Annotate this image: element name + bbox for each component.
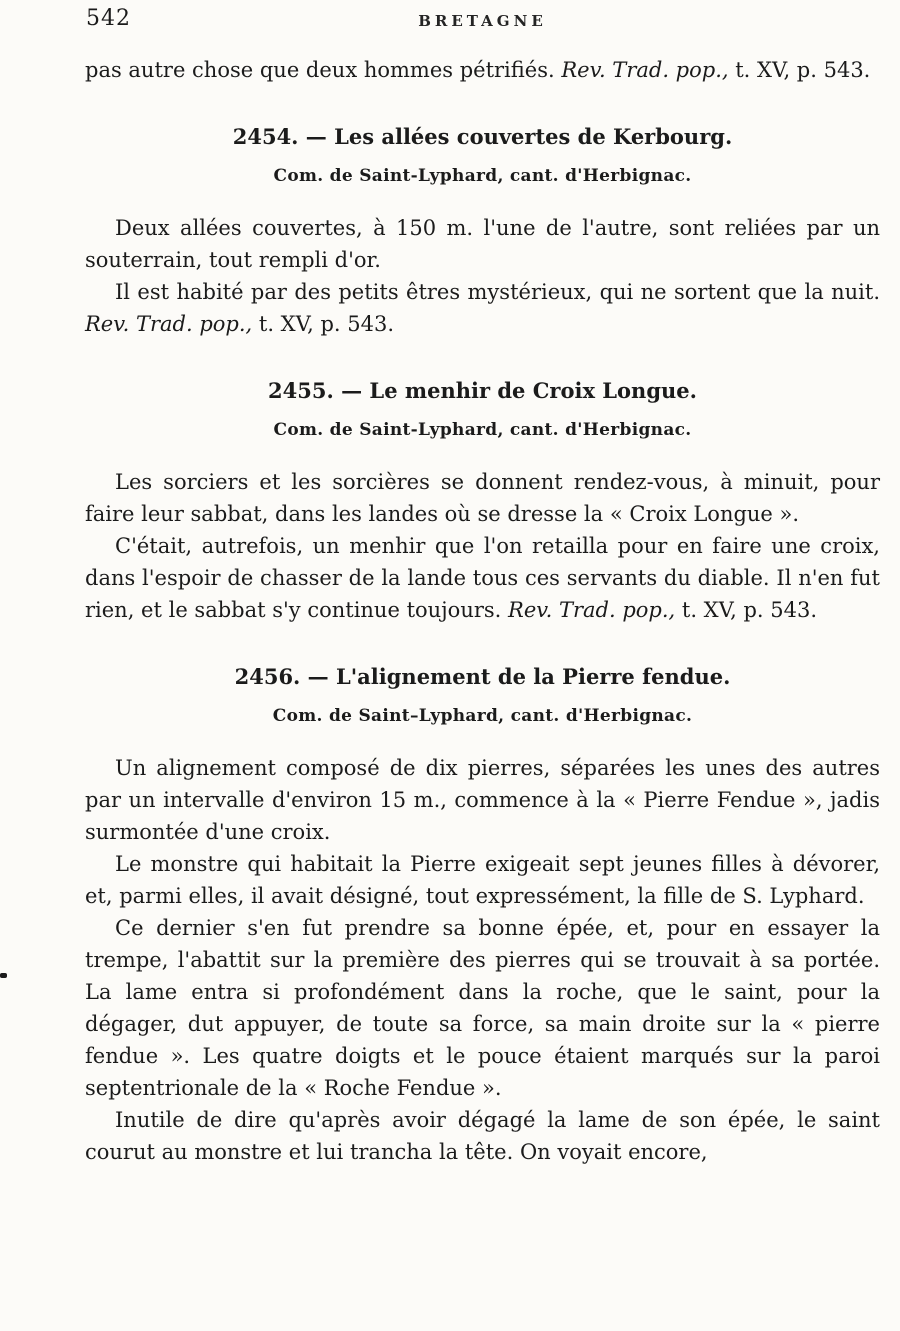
section-heading: 2454. — Les allées couvertes de Kerbourg. (232, 124, 733, 149)
page-number: 542 (86, 6, 131, 31)
intro-paragraph (85, 54, 880, 86)
paragraph-text: Inutile de dire qu'après avoir dégagé la lame de son épée, le saint courut au monstre et lui trancha la tête. On voyait encore, (85, 1108, 880, 1164)
section-subheading: Com. de Saint-Lyphard, cant. d'Herbignac. (273, 420, 692, 440)
paragraph (85, 276, 880, 340)
text-block (85, 54, 880, 1168)
paragraph (85, 466, 880, 530)
citation: Rev. Trad. pop., (85, 312, 253, 336)
paragraph (85, 1104, 880, 1168)
paragraph-text: Les sorciers et les sorcières se donnent rendez-vous, à minuit, pour faire leur sabbat, dans les landes où se dresse la « Croix Longue ». (85, 470, 880, 526)
section-heading: 2455. — Le menhir de Croix Longue. (268, 378, 697, 403)
citation: Rev. Trad. pop., (508, 598, 676, 622)
scan-artifact (0, 973, 7, 978)
citation-tail: t. XV, p. 543. (252, 312, 395, 336)
citation-tail: t. XV, p. 543. (728, 58, 871, 82)
paragraph-text: C'était, autrefois, un menhir que l'on retailla pour en faire une croix, dans l'espoir de chasser de la lande tous ces servants du diable. Il n'en fut rien, et le sabbat s'y continue toujours. (85, 534, 880, 622)
paragraph-text: Il est habité par des petits êtres mystérieux, qui ne sortent que la nuit. (115, 280, 880, 304)
page-header (0, 0, 900, 44)
paragraph-text: Le monstre qui habitait la Pierre exigeait sept jeunes filles à dévorer, et, parmi elles, il avait désigné, tout expressément, la fille de S. Lyphard. (85, 852, 880, 908)
section-heading: 2456. — L'alignement de la Pierre fendue. (234, 664, 731, 689)
paragraph-text: pas autre chose que deux hommes pétrifiés. (85, 58, 562, 82)
paragraph-text: Deux allées couvertes, à 150 m. l'une de l'autre, sont reliées par un souterrain, tout rempli d'or. (85, 216, 880, 272)
section-2454 (85, 122, 880, 340)
paragraph (85, 212, 880, 276)
paragraph (85, 912, 880, 1104)
section-2455 (85, 376, 880, 626)
paragraph-text: Un alignement composé de dix pierres, séparées les unes des autres par un intervalle d'environ 15 m., commence à la « Pierre Fendue », jadis surmontée d'une croix. (85, 756, 880, 844)
paragraph-text: Ce dernier s'en fut prendre sa bonne épée, et, pour en essayer la trempe, l'abattit sur la première des pierres qui se trouvait à sa portée. La lame entra si profondément dans la roche, que le saint, pour la dégager, dut appuyer, de toute sa force, sa main droite sur la « pierre fendue ». Les quatre doigts et le pouce étaient marqués sur la paroi septentrionale de la « Roche Fendue ». (85, 916, 880, 1100)
section-2456 (85, 662, 880, 1168)
paragraph (85, 530, 880, 626)
running-title: BRETAGNE (418, 12, 547, 30)
section-subheading: Com. de Saint–Lyphard, cant. d'Herbignac. (272, 706, 693, 726)
paragraph (85, 848, 880, 912)
section-subheading: Com. de Saint-Lyphard, cant. d'Herbignac. (273, 166, 692, 186)
citation: Rev. Trad. pop., (561, 58, 729, 82)
paragraph (85, 752, 880, 848)
citation-tail: t. XV, p. 543. (675, 598, 818, 622)
